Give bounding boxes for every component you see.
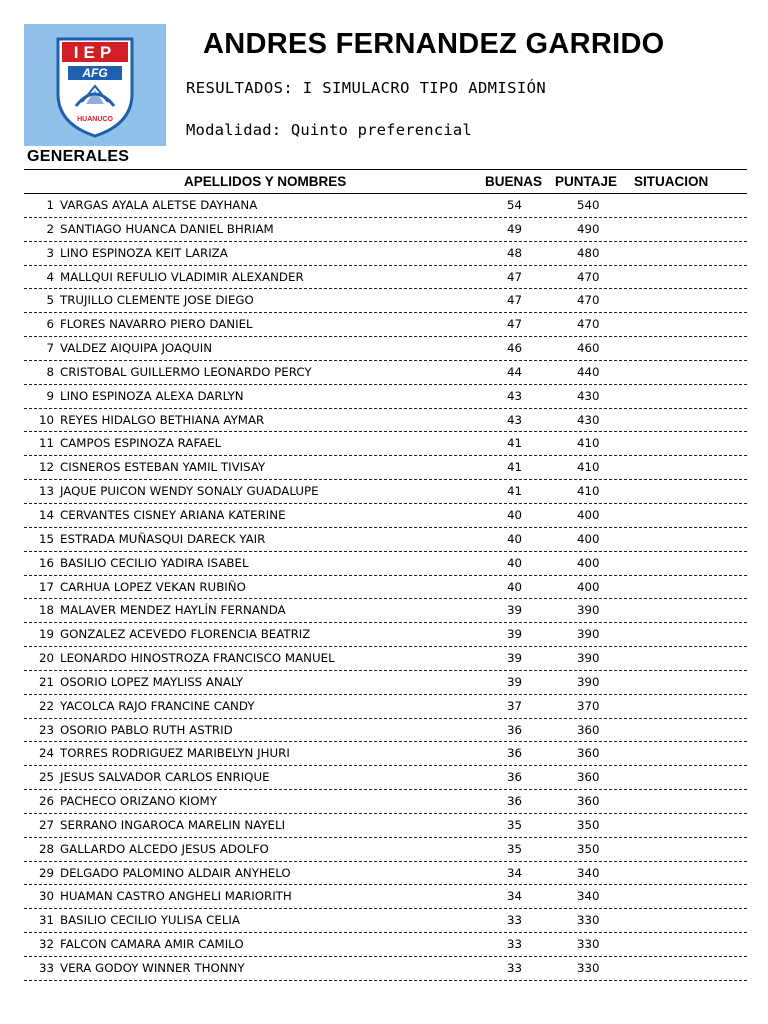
table-row: [24, 409, 747, 433]
row-number: 32: [38, 937, 54, 952]
student-name: BASILIO CECILIO YADIRA ISABEL: [60, 555, 249, 570]
table-row: [24, 385, 747, 409]
puntaje-value: 480: [577, 245, 600, 260]
puntaje-value: 490: [577, 221, 600, 236]
table-row: [24, 862, 747, 886]
buenas-value: 44: [507, 364, 523, 379]
logo-middle-text: AFG: [82, 66, 108, 80]
buenas-value: 35: [507, 841, 523, 856]
table-row: [24, 456, 747, 480]
buenas-value: 36: [507, 794, 523, 809]
student-name: JAQUE PUICON WENDY SONALY GUADALUPE: [60, 484, 319, 499]
table-row: [24, 504, 747, 528]
table-row: [24, 599, 747, 623]
row-number: 28: [38, 841, 54, 856]
puntaje-value: 350: [577, 841, 600, 856]
student-name: LINO ESPINOZA KEIT LARIZA: [60, 245, 228, 260]
puntaje-value: 460: [577, 341, 600, 356]
table-row: [24, 790, 747, 814]
row-number: 17: [38, 579, 54, 594]
school-name: ANDRES FERNANDEZ GARRIDO: [203, 28, 665, 60]
buenas-value: 41: [507, 484, 523, 499]
column-header-puntaje: PUNTAJE: [555, 174, 618, 189]
puntaje-value: 400: [577, 555, 600, 570]
row-number: 9: [46, 388, 54, 403]
table-row: [24, 885, 747, 909]
row-number: 12: [38, 460, 54, 475]
table-row: [24, 218, 747, 242]
puntaje-value: 340: [577, 889, 600, 904]
row-number: 33: [38, 961, 54, 975]
table-row: [24, 289, 747, 313]
student-name: VALDEZ AIQUIPA JOAQUIN: [60, 341, 213, 356]
results-subtitle: RESULTADOS: I SIMULACRO TIPO ADMISIÓN: [186, 79, 547, 97]
shield-emblem-icon: [24, 24, 166, 146]
buenas-value: 34: [507, 865, 523, 880]
table-row: [24, 909, 747, 933]
table-row: [24, 719, 747, 743]
buenas-value: 39: [507, 651, 523, 666]
student-name: GONZALEZ ACEVEDO FLORENCIA BEATRIZ: [60, 627, 311, 642]
row-number: 15: [38, 531, 54, 546]
puntaje-value: 430: [577, 388, 600, 403]
buenas-value: 41: [507, 436, 523, 451]
buenas-value: 33: [507, 961, 523, 975]
puntaje-value: 330: [577, 961, 600, 975]
buenas-value: 39: [507, 674, 523, 689]
puntaje-value: 540: [577, 198, 600, 212]
buenas-value: 41: [507, 460, 523, 475]
table-row: [24, 337, 747, 361]
table-row: [24, 647, 747, 671]
buenas-value: 36: [507, 722, 523, 737]
student-name: LEONARDO HINOSTROZA FRANCISCO MANUEL: [60, 651, 335, 666]
student-name: CARHUA LOPEZ VEKAN RUBIÑO: [60, 579, 246, 594]
student-name: OSORIO LOPEZ MAYLISS ANALY: [60, 674, 244, 689]
student-name: MALAVER MENDEZ HAYLÍN FERNANDA: [60, 603, 286, 618]
buenas-value: 47: [507, 293, 523, 308]
buenas-value: 36: [507, 746, 523, 761]
results-table: [24, 194, 747, 981]
student-name: PACHECO ORIZANO KIOMY: [60, 794, 217, 809]
table-row: [24, 766, 747, 790]
buenas-value: 47: [507, 269, 523, 284]
table-row: [24, 361, 747, 385]
buenas-value: 35: [507, 817, 523, 832]
table-row: [24, 957, 747, 981]
student-name: VERA GODOY WINNER THONNY: [60, 961, 245, 975]
puntaje-value: 470: [577, 317, 600, 332]
puntaje-value: 410: [577, 484, 600, 499]
row-number: 1: [46, 198, 54, 212]
buenas-value: 43: [507, 388, 523, 403]
table-row: [24, 671, 747, 695]
logo-top-text: IEP: [73, 43, 117, 62]
row-number: 31: [38, 913, 54, 928]
table-row: [24, 313, 747, 337]
puntaje-value: 360: [577, 794, 600, 809]
student-name: BASILIO CECILIO YULISA CELIA: [60, 913, 240, 928]
table-row: [24, 814, 747, 838]
row-number: 26: [38, 794, 54, 809]
puntaje-value: 410: [577, 460, 600, 475]
student-name: GALLARDO ALCEDO JESUS ADOLFO: [60, 841, 269, 856]
student-name: OSORIO PABLO RUTH ASTRID: [60, 722, 233, 737]
puntaje-value: 370: [577, 698, 600, 713]
puntaje-value: 360: [577, 770, 600, 785]
modality-label: Modalidad: Quinto preferencial: [186, 121, 472, 139]
student-name: CRISTOBAL GUILLERMO LEONARDO PERCY: [60, 364, 312, 379]
buenas-value: 43: [507, 412, 523, 427]
table-row: [24, 242, 747, 266]
table-row: [24, 838, 747, 862]
table-row: [24, 623, 747, 647]
puntaje-value: 470: [577, 269, 600, 284]
table-row: [24, 576, 747, 600]
row-number: 4: [46, 269, 54, 284]
student-name: JESUS SALVADOR CARLOS ENRIQUE: [60, 770, 270, 785]
header-top-rule: [24, 169, 747, 170]
buenas-value: 47: [507, 317, 523, 332]
student-name: DELGADO PALOMINO ALDAIR ANYHELO: [60, 865, 291, 880]
buenas-value: 40: [507, 555, 523, 570]
row-number: 27: [38, 817, 54, 832]
puntaje-value: 360: [577, 746, 600, 761]
puntaje-value: 410: [577, 436, 600, 451]
puntaje-value: 430: [577, 412, 600, 427]
table-row: [24, 552, 747, 576]
puntaje-value: 470: [577, 293, 600, 308]
row-number: 25: [38, 770, 54, 785]
row-number: 20: [38, 651, 54, 666]
buenas-value: 40: [507, 579, 523, 594]
row-number: 6: [46, 317, 54, 332]
student-name: SERRANO INGAROCA MARELIN NAYELI: [60, 817, 286, 832]
row-number: 23: [38, 722, 54, 737]
row-number: 5: [46, 293, 54, 308]
table-row: [24, 742, 747, 766]
student-name: FALCON CAMARA AMIR CAMILO: [60, 937, 244, 952]
puntaje-value: 390: [577, 603, 600, 618]
column-header-situacion: SITUACION: [634, 174, 709, 189]
row-number: 10: [38, 412, 54, 427]
student-name: CAMPOS ESPINOZA RAFAEL: [60, 436, 222, 451]
puntaje-value: 400: [577, 579, 600, 594]
buenas-value: 34: [507, 889, 523, 904]
buenas-value: 46: [507, 341, 523, 356]
student-name: FLORES NAVARRO PIERO DANIEL: [60, 317, 253, 332]
row-number: 18: [38, 603, 54, 618]
student-name: ESTRADA MUÑASQUI DARECK YAIR: [60, 531, 266, 546]
puntaje-value: 330: [577, 937, 600, 952]
row-number: 22: [38, 698, 54, 713]
puntaje-value: 340: [577, 865, 600, 880]
row-number: 30: [38, 889, 54, 904]
row-number: 13: [38, 484, 54, 499]
puntaje-value: 330: [577, 913, 600, 928]
row-number: 24: [38, 746, 54, 761]
table-row: [24, 480, 747, 504]
buenas-value: 39: [507, 627, 523, 642]
section-title: GENERALES: [27, 148, 130, 165]
logo-bottom-text: HUANUCO: [77, 116, 113, 123]
student-name: SANTIAGO HUANCA DANIEL BHRIAM: [60, 221, 274, 236]
buenas-value: 33: [507, 913, 523, 928]
student-name: TRUJILLO CLEMENTE JOSE DIEGO: [60, 293, 254, 308]
buenas-value: 39: [507, 603, 523, 618]
puntaje-value: 390: [577, 674, 600, 689]
table-row: [24, 695, 747, 719]
buenas-value: 36: [507, 770, 523, 785]
student-name: YACOLCA RAJO FRANCINE CANDY: [60, 698, 255, 713]
row-number: 16: [38, 555, 54, 570]
row-number: 21: [38, 674, 54, 689]
row-number: 8: [46, 364, 54, 379]
column-header-buenas: BUENAS: [485, 174, 543, 189]
buenas-value: 33: [507, 937, 523, 952]
puntaje-value: 390: [577, 651, 600, 666]
row-number: 19: [38, 627, 54, 642]
row-number: 3: [46, 245, 54, 260]
row-number: 29: [38, 865, 54, 880]
buenas-value: 40: [507, 531, 523, 546]
row-number: 14: [38, 507, 54, 522]
row-number: 11: [38, 436, 54, 451]
table-row: [24, 432, 747, 456]
buenas-value: 48: [507, 245, 523, 260]
puntaje-value: 350: [577, 817, 600, 832]
student-name: LINO ESPINOZA ALEXA DARLYN: [60, 388, 244, 403]
puntaje-value: 400: [577, 531, 600, 546]
student-name: VARGAS AYALA ALETSE DAYHANA: [60, 198, 258, 212]
student-name: CISNEROS ESTEBAN YAMIL TIVISAY: [60, 460, 266, 475]
school-logo: [24, 24, 166, 146]
table-row: [24, 194, 747, 218]
buenas-value: 37: [507, 698, 523, 713]
table-row: [24, 933, 747, 957]
puntaje-value: 390: [577, 627, 600, 642]
table-row: [24, 528, 747, 552]
buenas-value: 54: [507, 198, 523, 212]
buenas-value: 40: [507, 507, 523, 522]
row-number: 2: [46, 221, 54, 236]
student-name: REYES HIDALGO BETHIANA AYMAR: [60, 412, 265, 427]
puntaje-value: 400: [577, 507, 600, 522]
puntaje-value: 440: [577, 364, 600, 379]
table-row: [24, 266, 747, 290]
student-name: MALLQUI REFULIO VLADIMIR ALEXANDER: [60, 269, 304, 284]
buenas-value: 49: [507, 221, 523, 236]
student-name: TORRES RODRIGUEZ MARIBELYN JHURI: [60, 746, 290, 761]
puntaje-value: 360: [577, 722, 600, 737]
student-name: CERVANTES CISNEY ARIANA KATERINE: [60, 507, 286, 522]
student-name: HUAMAN CASTRO ANGHELI MARIORITH: [60, 889, 292, 904]
row-number: 7: [46, 341, 54, 356]
column-header-name: APELLIDOS Y NOMBRES: [184, 174, 347, 189]
